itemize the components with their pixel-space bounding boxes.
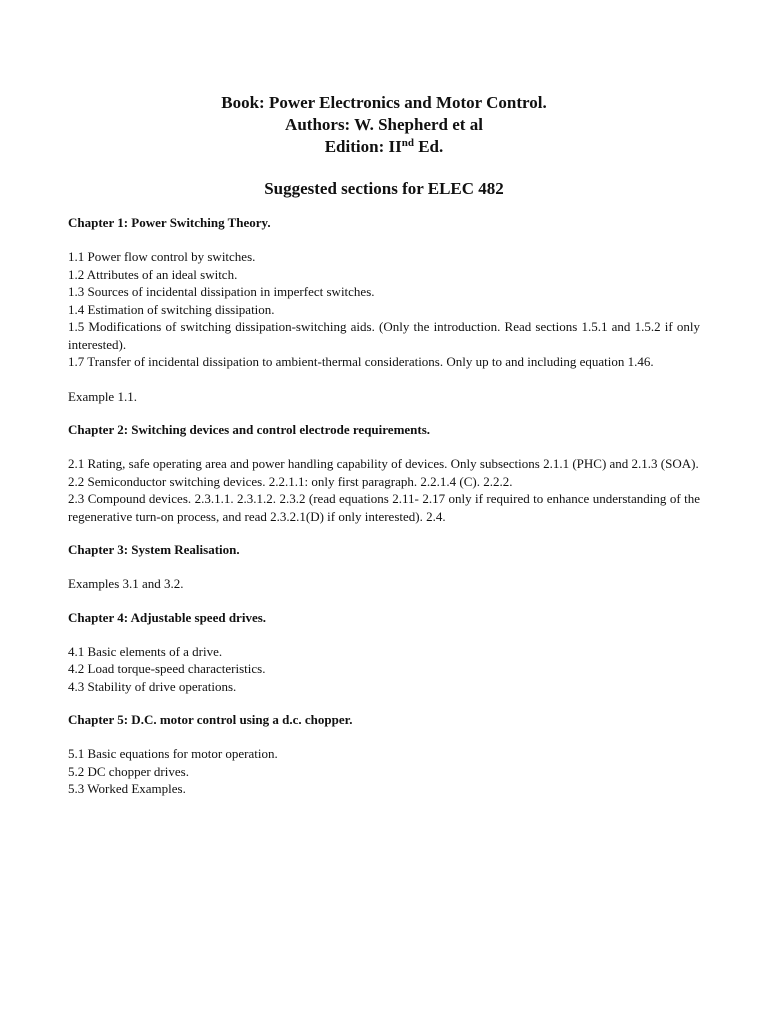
section-item: 1.3 Sources of incidental dissipation in imperfect switches.	[68, 284, 375, 299]
edition-suffix: Ed.	[413, 137, 444, 156]
edition-superscript: nd	[401, 137, 414, 149]
section-item: 4.3 Stability of drive operations.	[68, 678, 237, 694]
chapter-2-heading: Chapter 2: Switching devices and control electrode requirements.	[68, 422, 431, 437]
section-item: 1.7 Transfer of incidental dissipation to ambient-thermal considerations. Only up to and including equation 1.46.	[68, 354, 654, 369]
section-item: 2.3 Compound devices. 2.3.1.1. 2.3.1.2. 2.3.2 (read equations 2.11- 2.17 only if required to enhance understanding of the regenerative turn-on process, and read 2.3.2.1(D) if only interested). 2.4.	[68, 491, 700, 524]
section-item: 1.5 Modifications of switching dissipation-switching aids. (Only the introduction. Read sections 1.5.1 and 1.5.2 if only interested).	[68, 319, 700, 352]
section-item: 1.2 Attributes of an ideal switch.	[68, 266, 238, 282]
chapter-4-sections	[68, 643, 700, 696]
chapter-5-sections	[68, 745, 700, 798]
section-item: 5.1 Basic equations for motor operation.	[68, 746, 278, 761]
document-page	[68, 92, 700, 798]
section-item: 4.2 Load torque-speed characteristics.	[68, 661, 266, 676]
book-title: Book: Power Electronics and Motor Control.	[221, 93, 547, 112]
section-item: 1.1 Power flow control by switches.	[68, 249, 256, 264]
section-item: 1.4 Estimation of switching dissipation.	[68, 301, 275, 317]
chapter-1-sections	[68, 248, 700, 371]
chapter-1-example: Example 1.1.	[68, 388, 137, 404]
chapter-2-sections	[68, 455, 700, 525]
section-item: 5.3 Worked Examples.	[68, 781, 186, 796]
chapter-4-heading: Chapter 4: Adjustable speed drives.	[68, 609, 267, 625]
section-item: 5.2 DC chopper drives.	[68, 763, 189, 779]
edition-line	[68, 136, 700, 158]
section-item: 2.2 Semiconductor switching devices. 2.2.1.1: only first paragraph. 2.2.1.4 (C). 2.2.2.	[68, 473, 513, 489]
title-block	[68, 92, 700, 158]
chapter-3-sections	[68, 575, 700, 593]
document-subtitle: Suggested sections for ELEC 482	[264, 179, 504, 198]
section-item: 4.1 Basic elements of a drive.	[68, 643, 223, 659]
chapter-5-heading: Chapter 5: D.C. motor control using a d.c. chopper.	[68, 712, 353, 727]
chapter-3-heading: Chapter 3: System Realisation.	[68, 542, 240, 557]
section-item: 2.1 Rating, safe operating area and power handling capability of devices. Only subsections 2.1.1 (PHC) and 2.1.3 (SOA).	[68, 456, 699, 471]
chapter-1-heading: Chapter 1: Power Switching Theory.	[68, 215, 271, 230]
edition-prefix: Edition: II	[324, 137, 402, 156]
section-item: Examples 3.1 and 3.2.	[68, 576, 184, 591]
authors-line: Authors: W. Shepherd et al	[285, 115, 483, 134]
